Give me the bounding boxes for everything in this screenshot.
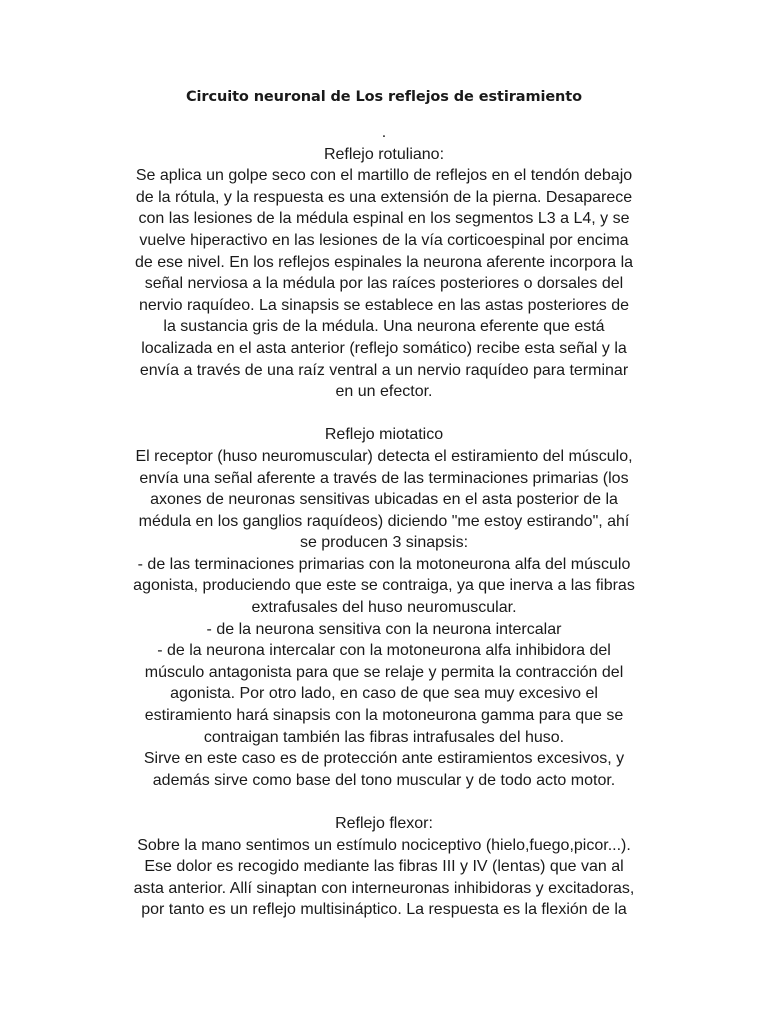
body-line: vuelve hiperactivo en las lesiones de la vía corticoespinal por encima <box>139 231 629 249</box>
body-line: Sobre la mano sentimos un estímulo nociceptivo (hielo,fuego,picor...). <box>137 836 631 854</box>
body-line: Se aplica un golpe seco con el martillo de reflejos en el tendón debajo <box>135 167 633 185</box>
body-line: - de las terminaciones primarias con la motoneurona alfa del músculo <box>137 555 631 573</box>
body-line: - de la neurona intercalar con la motoneurona alfa inhibidora del <box>157 642 611 660</box>
body-line: . <box>381 124 387 141</box>
body-line: Sirve en este caso es de protección ante estiramientos excesivos, y <box>143 750 625 768</box>
body-line: asta anterior. Allí sinaptan con interneuronas inhibidoras y excitadoras, <box>133 879 635 897</box>
body-line: axones de neuronas sensitivas ubicadas en el asta posterior de la <box>150 491 618 509</box>
body-line: - de la neurona sensitiva con la neurona intercalar <box>206 620 562 638</box>
section-heading-reflejo-rotuliano: Reflejo rotuliano: <box>323 145 445 163</box>
paragraph-gap <box>104 791 664 813</box>
body-line: Ese dolor es recogido mediante las fibras III y IV (lentas) que van al <box>144 858 624 876</box>
body-line: agonista, produciendo que este se contraiga, ya que inerva a las fibras <box>133 577 635 595</box>
body-line: contraigan también las fibras intrafusales del huso. <box>203 728 565 746</box>
document-body <box>104 122 664 921</box>
body-line: en un efector. <box>335 383 433 401</box>
body-line: señal nerviosa a la médula por las raíces posteriores o dorsales del <box>144 275 624 293</box>
body-line: la sustancia gris de la médula. Una neurona eferente que está <box>163 318 605 336</box>
body-line: médula en los ganglios raquídeos) diciendo "me estoy estirando", ahí <box>138 512 630 530</box>
body-line: nervio raquídeo. La sinapsis se establece en las astas posteriores de <box>138 296 630 314</box>
document-title: Circuito neuronal de Los reflejos de estiramiento <box>186 89 582 105</box>
body-line: El receptor (huso neuromuscular) detecta el estiramiento del músculo, <box>135 447 633 465</box>
body-line: envía una señal aferente a través de las terminaciones primarias (los <box>139 469 629 487</box>
body-line: de ese nivel. En los reflejos espinales la neurona aferente incorpora la <box>134 253 634 271</box>
body-line: envía a través de una raíz ventral a un nervio raquídeo para terminar <box>139 361 629 379</box>
body-line: de la rótula, y la respuesta es una extensión de la pierna. Desaparece <box>135 188 633 206</box>
section-heading-reflejo-miotatico: Reflejo miotatico <box>324 426 444 444</box>
section-heading-reflejo-flexor: Reflejo flexor: <box>335 815 433 832</box>
body-line: con las lesiones de la médula espinal en los segmentos L3 a L4, y se <box>138 210 630 228</box>
body-line: estiramiento hará sinapsis con la motoneurona gamma para que se <box>144 707 624 725</box>
paragraph-gap <box>104 403 664 425</box>
body-line: agonista. Por otro lado, en caso de que sea muy excesivo el <box>170 685 598 703</box>
body-line: localizada en el asta anterior (reflejo somático) recibe esta señal y la <box>141 339 627 357</box>
body-line: además sirve como base del tono muscular y de todo acto motor. <box>152 771 616 789</box>
body-line: se producen 3 sinapsis: <box>299 534 469 552</box>
body-line: por tanto es un reflejo multisináptico. La respuesta es la flexión de la <box>141 901 627 919</box>
body-line: extrafusales del huso neuromuscular. <box>251 599 517 617</box>
body-line: músculo antagonista para que se relaje y permita la contracción del <box>144 663 624 681</box>
